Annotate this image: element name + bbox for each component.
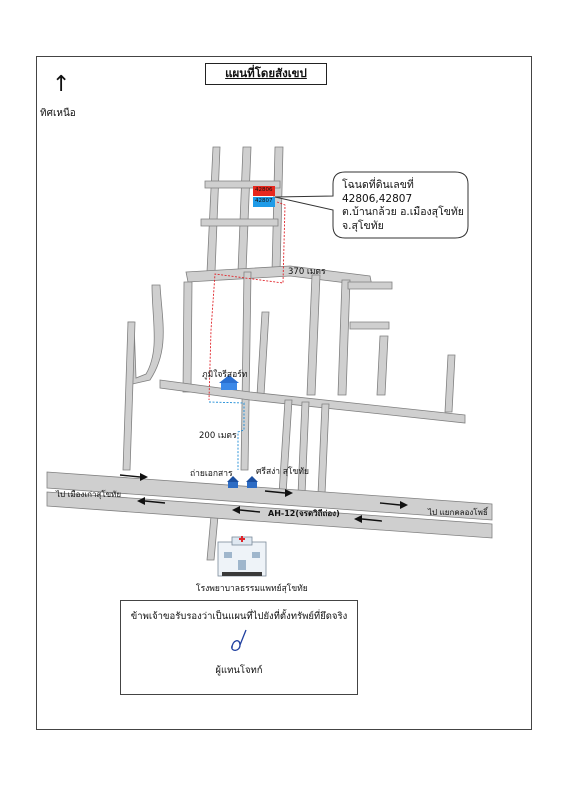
certification-box (120, 600, 358, 695)
map-title: แผนที่โดยสังเขป (205, 63, 327, 85)
hospital-label: โรงพยาบาลธรรมแพทย์สุโขทัย (196, 584, 308, 594)
callout-text (342, 179, 464, 233)
north-arrow-icon: ↑ (52, 72, 71, 97)
parcel-label-red: 42806 (255, 187, 273, 193)
callout-line-4: จ.สุโขทัย (342, 219, 384, 232)
certification-statement: ข้าพเจ้าขอรับรองว่าเป็นแผนที่ไปยังที่ตั้งทรัพย์ที่ยึดจริง (130, 611, 348, 622)
callout-line-1: โฉนดที่ดินเลขที่ (342, 179, 414, 191)
blue-route-distance: 200 เมตร (199, 431, 237, 441)
parcel-label-blue: 42807 (255, 198, 273, 204)
red-route-distance: 370 เมตร (288, 267, 326, 277)
photocopy-label: ถ่ายเอกสาร (190, 469, 233, 479)
callout-line-3: ต.บ้านกล้วย อ.เมืองสุโขทัย (342, 206, 464, 218)
north-label: ทิศเหนือ (40, 108, 76, 119)
to-intersection-label: ไป แยกคลองโพธิ์ (428, 508, 488, 517)
callout-line-2: 42806,42807 (342, 192, 413, 205)
resort-label: ภูมิใจรีสอร์ท (202, 370, 248, 380)
to-old-city-label: ไป เมืองเก่าสุโขทัย (56, 490, 122, 499)
hospital-icon (218, 536, 266, 576)
highway-label: AH-12(จรดวิถีถ่อง) (268, 509, 340, 518)
shop-label: ศรีสง่า สุโขทัย (256, 467, 309, 477)
signer-label: ผู้แทนโจทก์ (215, 665, 263, 676)
